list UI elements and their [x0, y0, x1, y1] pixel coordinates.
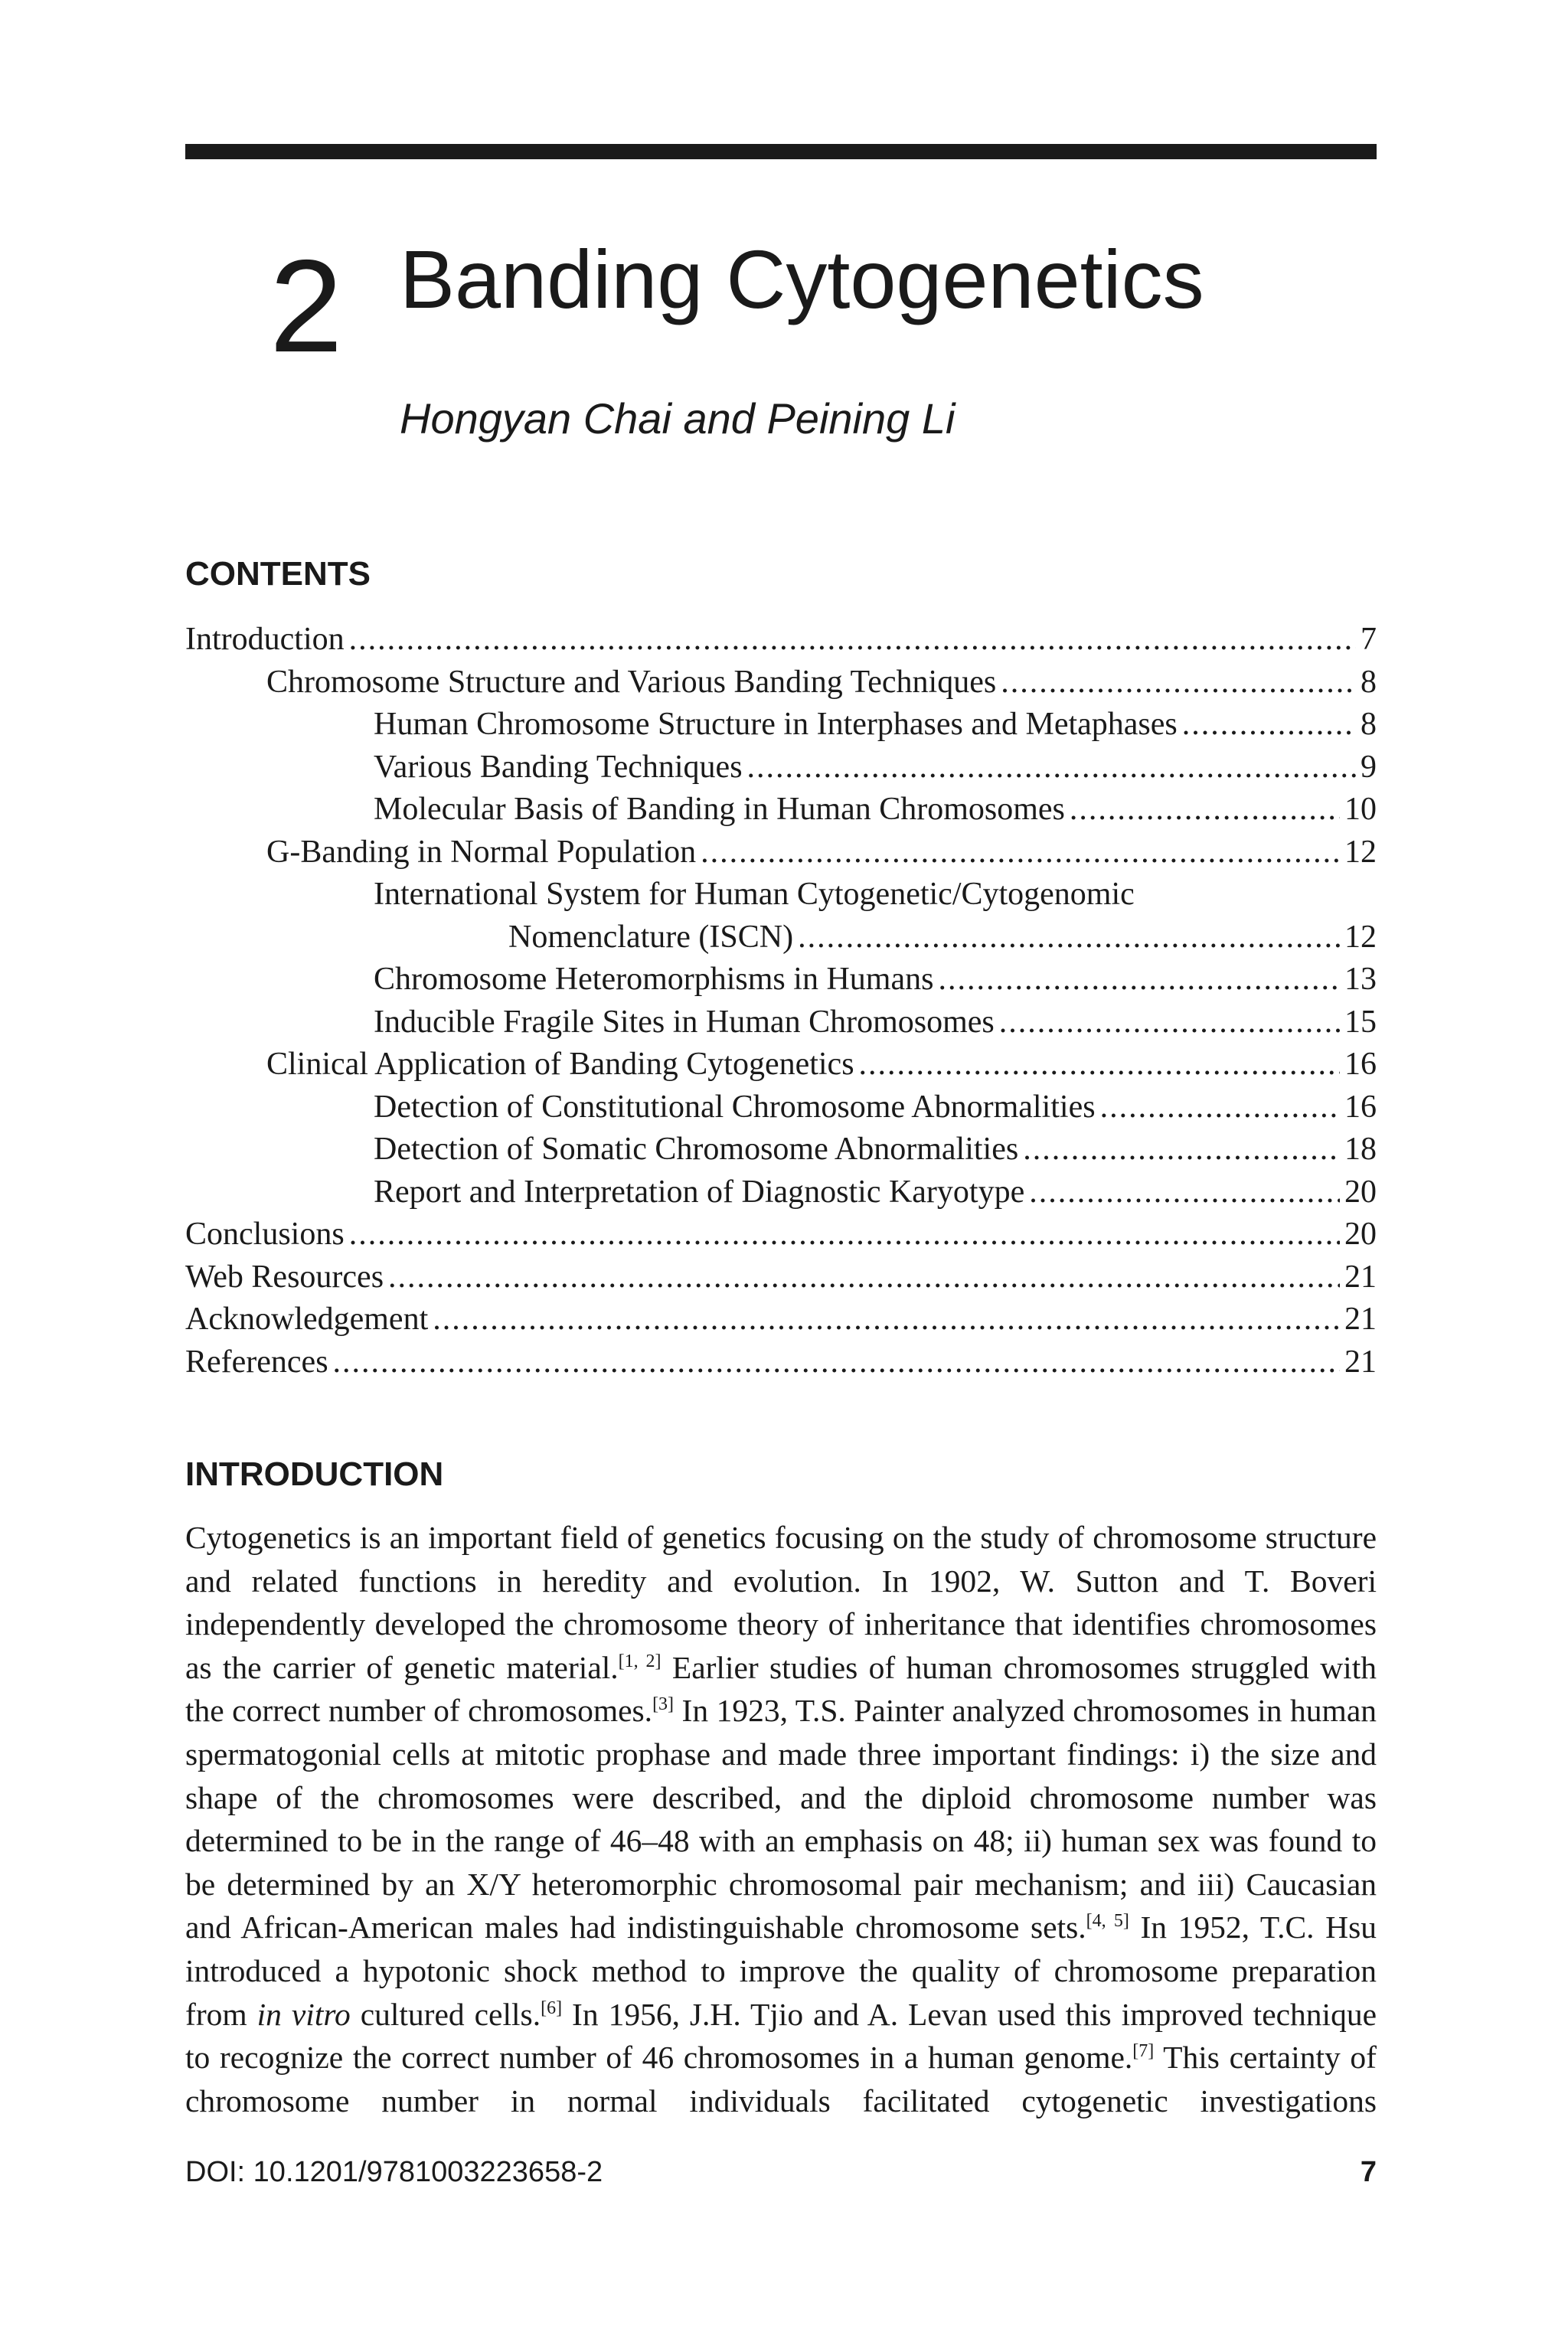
toc-entry-page: 21	[1344, 1302, 1377, 1337]
toc-leader-dots	[747, 746, 1356, 789]
intro-text-6: In 1956, J.H. Tjio and A. Levan used this improved technique to recognize the correct number of 46 chromosomes in a human genome.	[185, 1996, 1377, 2076]
toc-entry-page: 16	[1344, 1047, 1377, 1082]
toc-leader-dots	[1070, 789, 1340, 831]
toc-entry-page: 10	[1344, 792, 1377, 827]
toc-leader-dots	[433, 1298, 1340, 1341]
toc-entry-title: Detection of Somatic Chromosome Abnormalities	[374, 1132, 1019, 1167]
toc-leader-dots	[349, 1214, 1340, 1256]
toc-entry-page: 13	[1344, 962, 1377, 997]
toc-entry[interactable]	[185, 1171, 1377, 1214]
intro-text-5: cultured cells.	[350, 1996, 541, 2032]
toc-entry[interactable]	[185, 746, 1377, 789]
toc-entry[interactable]	[185, 789, 1377, 831]
toc-entry[interactable]	[185, 916, 1377, 959]
toc-entry-title: Detection of Constitutional Chromosome Abnormalities	[374, 1089, 1096, 1125]
toc-entry-page: 9	[1361, 749, 1377, 785]
toc-entry[interactable]	[185, 831, 1377, 874]
chapter-number: 2	[270, 233, 343, 380]
toc-leader-dots	[1029, 1171, 1340, 1214]
citation: [6]	[541, 1998, 563, 2018]
toc-leader-dots	[859, 1044, 1340, 1086]
citation: [1, 2]	[618, 1651, 662, 1671]
page-footer	[185, 2153, 1377, 2191]
citation: [3]	[652, 1694, 675, 1715]
toc-leader-dots	[999, 1001, 1340, 1044]
toc-leader-dots	[798, 916, 1340, 959]
toc-entry-page: 20	[1344, 1217, 1377, 1252]
contents-heading: CONTENTS	[185, 555, 371, 593]
toc-entry-title: Various Banding Techniques	[374, 749, 743, 785]
toc-leader-dots	[701, 831, 1340, 874]
toc-entry-page: 21	[1344, 1259, 1377, 1295]
toc-entry-page: 21	[1344, 1344, 1377, 1380]
toc-entry[interactable]	[185, 619, 1377, 662]
italic-term: in vitro	[256, 1996, 351, 2032]
toc-leader-dots	[1100, 1086, 1340, 1129]
page-number: 7	[1360, 2156, 1377, 2188]
citation: [4, 5]	[1086, 1911, 1129, 1932]
chapter-authors: Hongyan Chai and Peining Li	[400, 394, 956, 443]
intro-text-3: In 1923, T.S. Painter analyzed chromosomes in human spermatogonial cells at mitotic prophase and made three important findings: i) the size and shape of the chromosomes were described, and the diploid chromosome number was determined to be in the range of 46–48 with an emphasis on 48; ii) human sex was found to be determined by an X/Y heteromorphic chromosomal pair mechanism; and iii) Caucasian and African-American males had indistinguishable chromosome sets.	[185, 1693, 1377, 1945]
toc-entry[interactable]	[185, 1044, 1377, 1086]
toc-leader-dots	[333, 1341, 1340, 1384]
toc-entry-title: Chromosome Heteromorphisms in Humans	[374, 962, 934, 997]
toc-entry-title: Human Chromosome Structure in Interphases and Metaphases	[374, 707, 1178, 742]
toc-entry[interactable]	[185, 1129, 1377, 1171]
chapter-title: Banding Cytogenetics	[400, 233, 1204, 325]
intro-text-4: In 1952, T.C. Hsu introduced a hypotonic shock method to improve the quality of chromosome preparation from	[185, 1909, 1377, 2032]
introduction-heading: INTRODUCTION	[185, 1455, 444, 1493]
toc-entry-page: 15	[1344, 1004, 1377, 1040]
toc-entry-title: Molecular Basis of Banding in Human Chromosomes	[374, 792, 1065, 827]
introduction-body	[185, 1516, 1377, 2122]
toc-entry[interactable]	[185, 1298, 1377, 1341]
toc-entry[interactable]	[185, 959, 1377, 1001]
toc-entry[interactable]	[185, 1341, 1377, 1384]
toc-leader-dots	[938, 959, 1340, 1001]
toc-leader-dots	[1023, 1129, 1340, 1171]
toc-entry-title: Conclusions	[185, 1217, 345, 1252]
toc-entry-title: Introduction	[185, 622, 345, 657]
toc-entry[interactable]	[185, 1214, 1377, 1256]
toc-entry-page: 8	[1361, 707, 1377, 742]
toc-entry[interactable]	[185, 1086, 1377, 1129]
toc-entry[interactable]	[185, 704, 1377, 746]
toc-entry-title: Clinical Application of Banding Cytogenetics	[266, 1047, 854, 1082]
toc-entry-page: 18	[1344, 1132, 1377, 1167]
intro-text-7: This certainty of chromosome number in normal individuals facilitated cytogenetic investigations	[185, 2040, 1377, 2118]
toc-leader-dots	[1001, 662, 1356, 704]
toc-entry-page: 12	[1344, 919, 1377, 955]
toc-entry-title: Nomenclature (ISCN)	[508, 919, 794, 955]
toc-leader-dots	[349, 619, 1356, 662]
toc-entry-page: 20	[1344, 1174, 1377, 1210]
toc-leader-dots	[388, 1256, 1340, 1299]
toc-entry[interactable]	[185, 1001, 1377, 1044]
toc-entry[interactable]	[185, 874, 1377, 916]
doi: DOI: 10.1201/9781003223658-2	[185, 2156, 603, 2188]
top-rule	[185, 144, 1377, 159]
toc-entry-title: Chromosome Structure and Various Banding Techniques	[266, 664, 997, 700]
toc-entry-page: 7	[1361, 622, 1377, 657]
toc-entry-title: G-Banding in Normal Population	[266, 834, 697, 870]
toc-entry[interactable]	[185, 662, 1377, 704]
table-of-contents	[185, 619, 1377, 1383]
toc-entry-title: Acknowledgement	[185, 1302, 429, 1337]
toc-entry-page: 16	[1344, 1089, 1377, 1125]
intro-text-2: Earlier studies of human chromosomes struggled with the correct number of chromosomes.	[185, 1649, 1377, 1729]
toc-entry[interactable]	[185, 1256, 1377, 1299]
toc-entry-title: Inducible Fragile Sites in Human Chromosomes	[374, 1004, 995, 1040]
toc-entry-title: Report and Interpretation of Diagnostic Karyotype	[374, 1174, 1025, 1210]
citation: [7]	[1132, 2041, 1155, 2062]
toc-entry-title: Web Resources	[185, 1259, 384, 1295]
toc-entry-page: 12	[1344, 834, 1377, 870]
toc-entry-page: 8	[1361, 664, 1377, 700]
intro-text-1: Cytogenetics is an important field of genetics focusing on the study of chromosome structure and related functions in heredity and evolution. In 1902, W. Sutton and T. Boveri independently developed the chromosome theory of inheritance that identifies chromosomes as the carrier of genetic material.	[185, 1520, 1377, 1685]
toc-leader-dots	[1182, 704, 1356, 746]
toc-entry-title: References	[185, 1344, 328, 1380]
toc-entry-title: International System for Human Cytogenetic/Cytogenomic	[374, 877, 1135, 912]
